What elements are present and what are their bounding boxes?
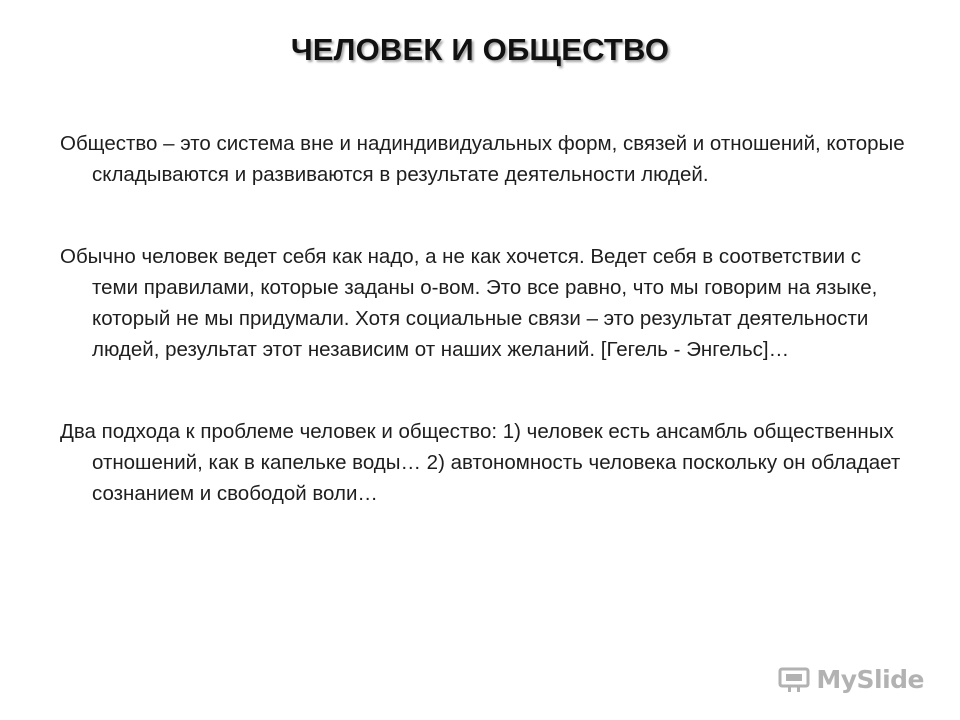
myslide-logo-text: MySlide [816,665,924,694]
slide-body [60,128,910,560]
paragraph-definition: Общество – это система вне и надиндивидуальных форм, связей и отношений, которые складываются и развиваются в результате деятельности людей. [60,132,905,186]
slide-title: ЧЕЛОВЕК И ОБЩЕСТВО [290,32,670,67]
paragraph-approaches: Два подхода к проблеме человек и общество: 1) человек есть ансамбль общественных отношений, как в капельке воды… 2) автономность человека поскольку он обладает сознанием и свободой воли… [60,420,901,505]
paragraph-behavior: Обычно человек ведет себя как надо, а не как хочется. Ведет себя в соответствии с теми правилами, которые заданы о-вом. Это все равно, что мы говорим на языке, который не мы придумали. Хотя социальные связи – это результат деятельности людей, результат этот независим от наших желаний. [Гегель - Энгельс]… [60,245,878,361]
myslide-watermark [778,665,924,694]
myslide-logo-icon [778,666,810,694]
